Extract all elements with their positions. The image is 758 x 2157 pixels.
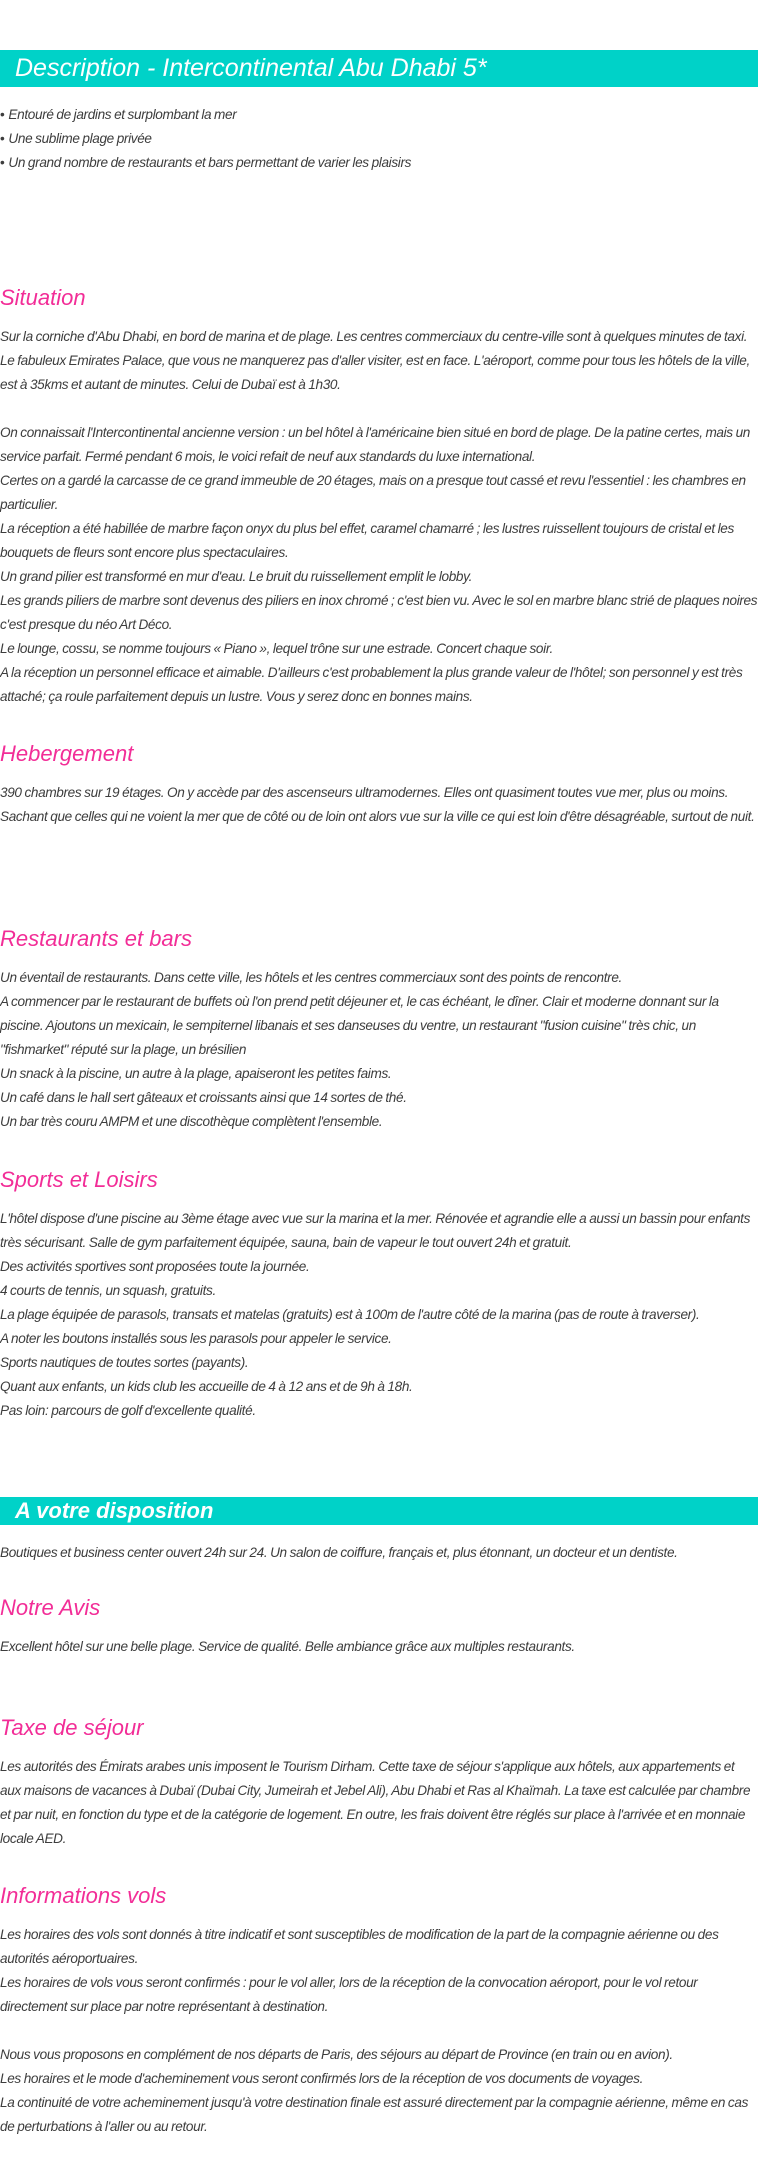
avis-text bbox=[0, 1635, 758, 1659]
paragraph: Boutiques et business center ouvert 24h sur 24. Un salon de coiffure, français et, plus étonnant, un docteur et un dentiste. bbox=[0, 1545, 678, 1560]
disposition-title: A votre disposition bbox=[15, 1498, 214, 1523]
paragraph: L'hôtel dispose d'une piscine au 3ème étage avec vue sur la marina et la mer. Rénovée et agrandie elle a aussi un bassin pour enfants très sécurisant. Salle de gym parfaitement équipée, sauna, bain de vapeur le tout ouvert 24h et gratuit. bbox=[0, 1211, 751, 1250]
taxe-heading: Taxe de séjour bbox=[0, 1715, 144, 1740]
hebergement-text bbox=[0, 781, 758, 829]
paragraph: Les grands piliers de marbre sont devenus des piliers en inox chromé ; c'est bien vu. Avec le sol en marbre blanc strié de plaques noires c'est presque du néo Art Déco. bbox=[0, 593, 758, 632]
paragraph: Un bar très couru AMPM et une discothèque complètent l'ensemble. bbox=[0, 1114, 383, 1129]
paragraph: Quant aux enfants, un kids club les accueille de 4 à 12 ans et de 9h à 18h. bbox=[0, 1379, 413, 1394]
paragraph: Des activités sportives sont proposées toute la journée. bbox=[0, 1259, 310, 1274]
paragraph: Excellent hôtel sur une belle plage. Service de qualité. Belle ambiance grâce aux multiples restaurants. bbox=[0, 1639, 575, 1654]
situation-text bbox=[0, 325, 758, 709]
avis-heading: Notre Avis bbox=[0, 1595, 101, 1620]
paragraph: Un snack à la piscine, un autre à la plage, apaiseront les petites faims. bbox=[0, 1066, 392, 1081]
highlights-list bbox=[0, 103, 411, 175]
paragraph: Certes on a gardé la carcasse de ce grand immeuble de 20 étages, mais on a presque tout cassé et revu l'essentiel : les chambres en particulier. bbox=[0, 473, 746, 512]
paragraph: 4 courts de tennis, un squash, gratuits. bbox=[0, 1283, 216, 1298]
paragraph: Un éventail de restaurants. Dans cette ville, les hôtels et les centres commerciaux sont des points de rencontre. bbox=[0, 970, 622, 985]
paragraph: Sports nautiques de toutes sortes (payants). bbox=[0, 1355, 249, 1370]
paragraph: A noter les boutons installés sous les parasols pour appeler le service. bbox=[0, 1331, 392, 1346]
paragraph: Pas loin: parcours de golf d'excellente qualité. bbox=[0, 1403, 256, 1418]
paragraph: 390 chambres sur 19 étages. On y accède par des ascenseurs ultramodernes. Elles ont quasiment toutes vue mer, plus ou moins. Sachant que celles qui ne voient la mer que de côté ou de loin ont alors vue sur la ville ce qui est loin d'être désagréable, surtout de nuit. bbox=[0, 785, 755, 824]
disposition-text bbox=[0, 1541, 758, 1565]
paragraph: A la réception un personnel efficace et aimable. D'ailleurs c'est probablement la plus grande valeur de l'hôtel; son personnel y est très attaché; ça roule parfaitement depuis un lustre. Vous y serez donc en bonnes mains. bbox=[0, 665, 743, 704]
paragraph: Un café dans le hall sert gâteaux et croissants ainsi que 14 sortes de thé. bbox=[0, 1090, 407, 1105]
paragraph: On connaissait l'Intercontinental ancienne version : un bel hôtel à l'américaine bien situé en bord de plage. De la patine certes, mais un service parfait. Fermé pendant 6 mois, le voici refait de neuf aux standards du luxe international. bbox=[0, 425, 750, 464]
description-title: Description - Intercontinental Abu Dhabi 5* bbox=[15, 54, 487, 82]
disposition-banner bbox=[0, 1497, 758, 1525]
taxe-text bbox=[0, 1755, 758, 1851]
vols-text bbox=[0, 1923, 758, 2139]
paragraph: La réception a été habillée de marbre façon onyx du plus bel effet, caramel chamarré ; les lustres ruissellent toujours de cristal et les bouquets de fleurs sont encore plus spectaculaires. bbox=[0, 521, 734, 560]
paragraph: Le lounge, cossu, se nomme toujours « Piano », lequel trône sur une estrade. Concert chaque soir. bbox=[0, 641, 553, 656]
paragraph: Un grand pilier est transformé en mur d'eau. Le bruit du ruissellement emplit le lobby. bbox=[0, 569, 472, 584]
hebergement-heading: Hebergement bbox=[0, 741, 134, 766]
paragraph-spacer bbox=[0, 2019, 758, 2043]
paragraph: La continuité de votre acheminement jusqu'à votre destination finale est assuré directement par la compagnie aérienne, même en cas de perturbations à l'aller ou au retour. bbox=[0, 2095, 749, 2134]
paragraph-spacer bbox=[0, 397, 758, 421]
description-banner bbox=[0, 50, 758, 87]
paragraph: Les horaires des vols sont donnés à titre indicatif et sont susceptibles de modification de la part de la compagnie aérienne ou des autorités aéroportuaires. bbox=[0, 1927, 719, 1966]
sports-text bbox=[0, 1207, 758, 1423]
paragraph: Les autorités des Émirats arabes unis imposent le Tourism Dirham. Cette taxe de séjour s'applique aux hôtels, aux appartements et aux maisons de vacances à Dubaï (Dubai City, Jumeirah et Jebel Ali), Abu Dhabi et Ras al Khaïmah. La taxe est calculée par chambre et par nuit, en fonction du type et de la catégorie de logement. En outre, les frais doivent être réglés sur place à l'arrivée et en monnaie locale AED. bbox=[0, 1759, 751, 1846]
paragraph: Les horaires de vols vous seront confirmés : pour le vol aller, lors de la réception de la convocation aéroport, pour le vol retour directement sur place par notre représentant à destination. bbox=[0, 1975, 698, 2014]
highlight-item: • Un grand nombre de restaurants et bars permettant de varier les plaisirs bbox=[0, 151, 411, 175]
restaurants-heading: Restaurants et bars bbox=[0, 926, 192, 951]
highlight-item: • Une sublime plage privée bbox=[0, 127, 411, 151]
sports-heading: Sports et Loisirs bbox=[0, 1167, 158, 1192]
paragraph: Sur la corniche d'Abu Dhabi, en bord de marina et de plage. Les centres commerciaux du centre-ville sont à quelques minutes de taxi. Le fabuleux Emirates Palace, que vous ne manquerez pas d'aller visiter, est en face. L'aéroport, comme pour tous les hôtels de la ville, est à 35kms et autant de minutes. Celui de Dubaï est à 1h30. bbox=[0, 329, 750, 392]
vols-heading: Informations vols bbox=[0, 1883, 167, 1908]
highlight-item: • Entouré de jardins et surplombant la mer bbox=[0, 103, 411, 127]
restaurants-text bbox=[0, 966, 758, 1134]
paragraph: Les horaires et le mode d'acheminement vous seront confirmés lors de la réception de vos documents de voyages. bbox=[0, 2071, 644, 2086]
paragraph: La plage équipée de parasols, transats et matelas (gratuits) est à 100m de l'autre côté de la marina (pas de route à traverser). bbox=[0, 1307, 700, 1322]
situation-heading: Situation bbox=[0, 285, 86, 310]
paragraph: A commencer par le restaurant de buffets où l'on prend petit déjeuner et, le cas échéant, le dîner. Clair et moderne donnant sur la piscine. Ajoutons un mexicain, le sempiternel libanais et ses danseuses du ventre, un restaurant "fusion cuisine" très chic, un "fishmarket" réputé sur la plage, un brésilien bbox=[0, 994, 719, 1057]
paragraph: Nous vous proposons en complément de nos départs de Paris, des séjours au départ de Province (en train ou en avion). bbox=[0, 2047, 673, 2062]
